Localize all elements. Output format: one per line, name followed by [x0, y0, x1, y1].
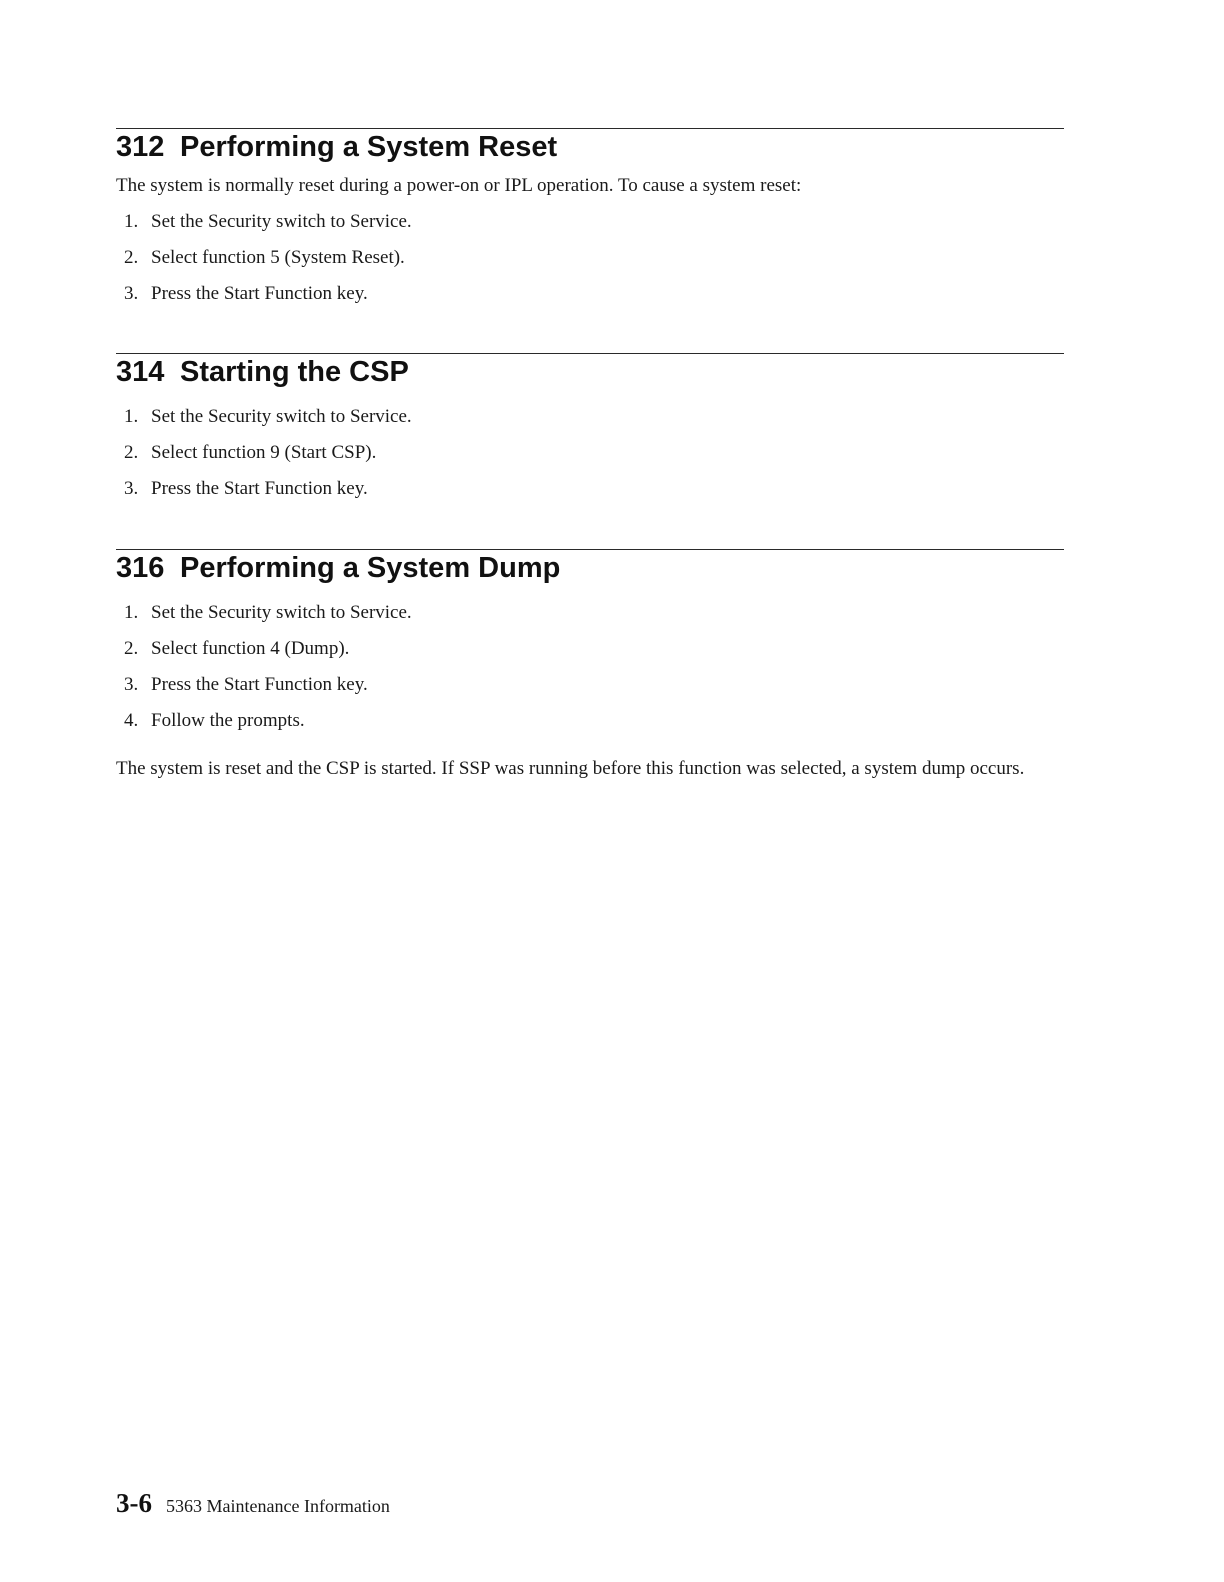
section-divider — [116, 353, 1064, 354]
list-item — [124, 210, 412, 234]
list-item — [124, 282, 412, 306]
section-316 — [116, 549, 1064, 819]
section-number: 316 — [116, 552, 165, 584]
step-number: 3. — [124, 478, 139, 499]
step-text: Set the Security switch to Service. — [151, 406, 412, 427]
step-text: Press the Start Function key. — [151, 674, 368, 695]
step-list — [124, 210, 412, 318]
step-number: 1. — [124, 406, 139, 427]
section-number: 314 — [116, 356, 165, 388]
section-divider — [116, 549, 1064, 550]
section-title: Starting the CSP — [180, 356, 409, 388]
step-number: 2. — [124, 638, 139, 659]
section-closing: The system is reset and the CSP is started. If SSP was running before this function was selected, a system dump occurs. — [116, 758, 1025, 779]
section-heading — [116, 355, 409, 389]
step-text: Set the Security switch to Service. — [151, 602, 412, 623]
step-text: Follow the prompts. — [151, 710, 305, 731]
list-item — [124, 441, 412, 465]
step-number: 4. — [124, 710, 139, 731]
section-heading — [116, 551, 560, 585]
section-314 — [116, 353, 1064, 513]
step-text: Select function 9 (Start CSP). — [151, 442, 377, 463]
step-list — [124, 601, 412, 745]
section-312 — [116, 128, 1064, 318]
section-title: Performing a System Dump — [180, 552, 561, 584]
list-item — [124, 673, 412, 697]
page-number: 3-6 — [116, 1488, 152, 1518]
step-number: 3. — [124, 674, 139, 695]
step-number: 3. — [124, 283, 139, 304]
step-text: Press the Start Function key. — [151, 478, 368, 499]
list-item — [124, 709, 412, 733]
step-text: Press the Start Function key. — [151, 283, 368, 304]
list-item — [124, 637, 412, 661]
page-footer — [116, 1488, 390, 1519]
section-divider — [116, 128, 1064, 129]
list-item — [124, 405, 412, 429]
list-item — [124, 477, 412, 501]
step-number: 1. — [124, 211, 139, 232]
step-text: Select function 5 (System Reset). — [151, 247, 405, 268]
step-number: 1. — [124, 602, 139, 623]
list-item — [124, 246, 412, 270]
step-text: Select function 4 (Dump). — [151, 638, 350, 659]
list-item — [124, 601, 412, 625]
section-title: Performing a System Reset — [180, 131, 558, 163]
step-number: 2. — [124, 442, 139, 463]
section-heading — [116, 130, 557, 164]
section-intro: The system is normally reset during a power-on or IPL operation. To cause a system reset: — [116, 175, 802, 196]
step-number: 2. — [124, 247, 139, 268]
section-number: 312 — [116, 131, 165, 163]
document-title: 5363 Maintenance Information — [166, 1496, 390, 1516]
step-list — [124, 405, 412, 513]
step-text: Set the Security switch to Service. — [151, 211, 412, 232]
